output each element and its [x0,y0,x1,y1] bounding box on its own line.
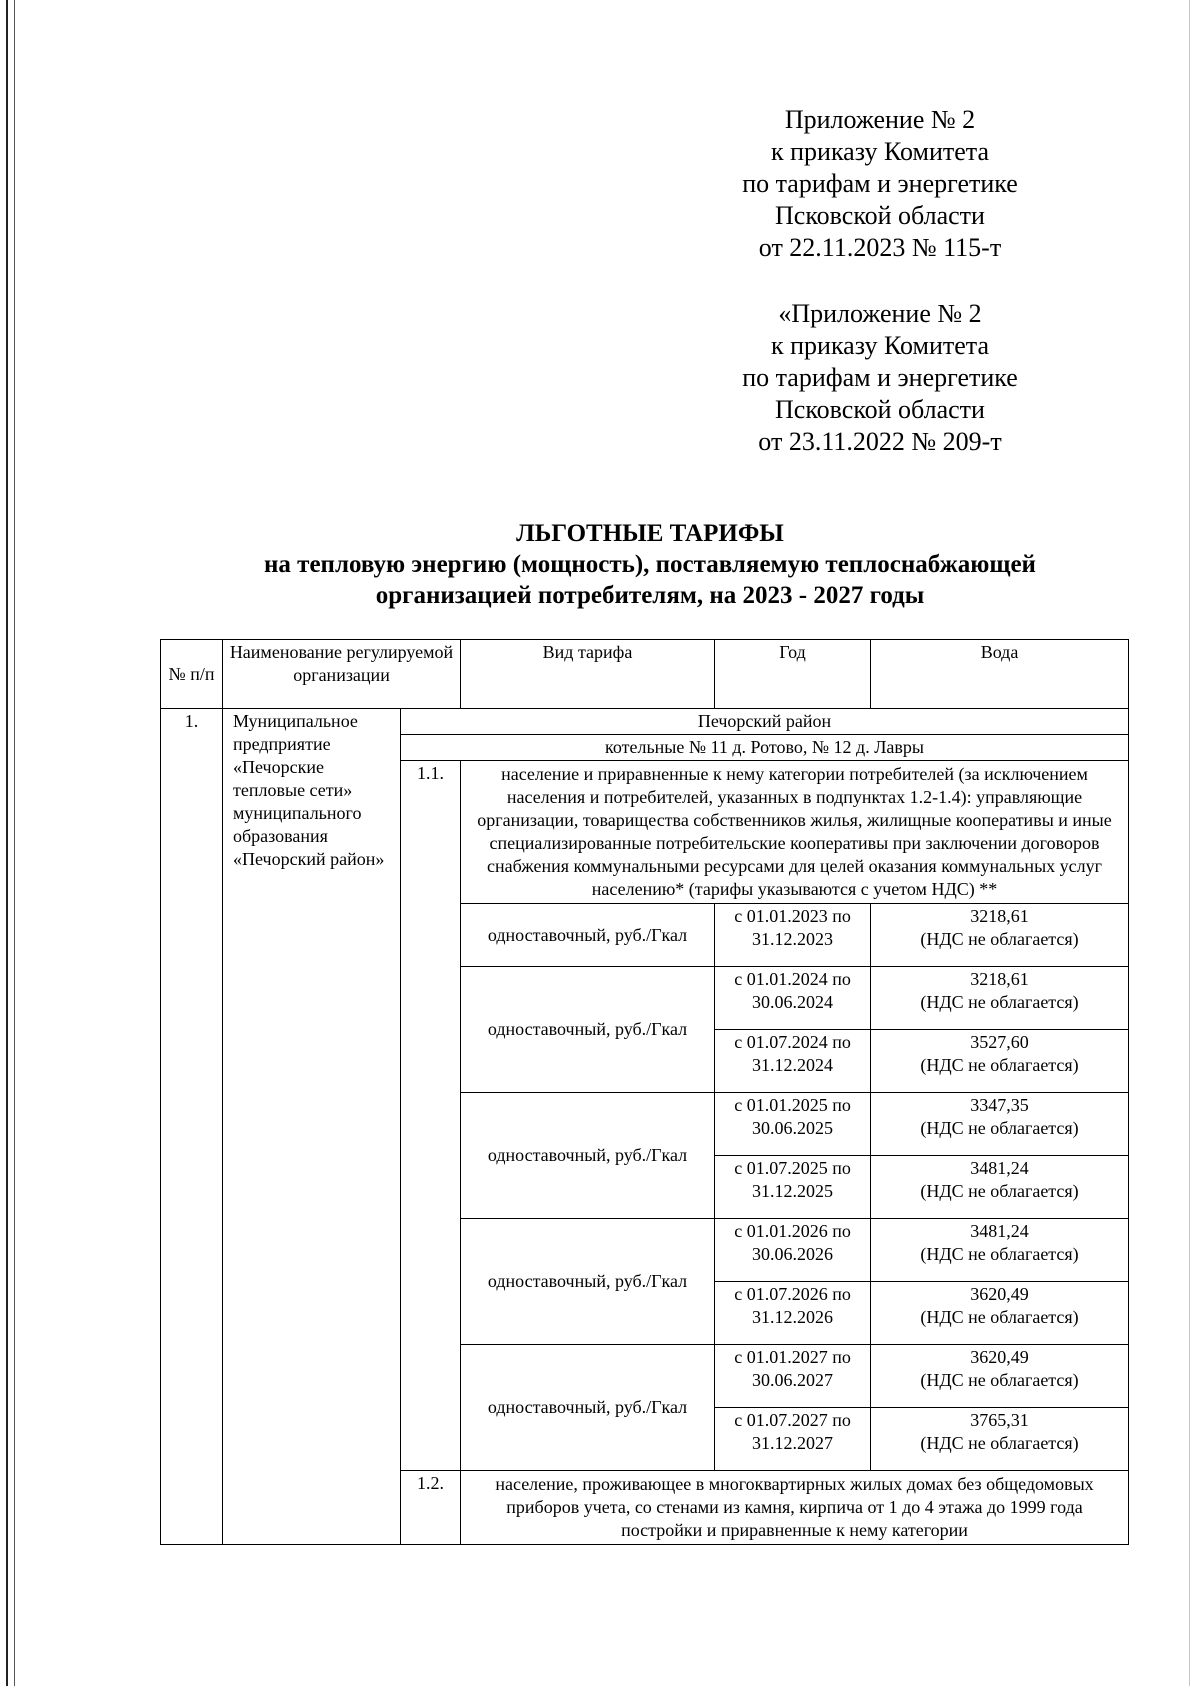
boilers-label: котельные № 11 д. Ротово, № 12 д. Лавры [401,735,1129,761]
rate-value-cell [871,1030,1129,1093]
appendix-line: к приказу Комитета [770,137,989,166]
vat-note: (НДС не облагается) [920,1055,1079,1075]
rate-value-cell [871,1219,1129,1282]
rate-value: 3481,24 [970,1221,1029,1241]
table-row [161,709,1129,735]
tariff-table [160,639,1129,1545]
subsection-description: население, проживающее в многоквартирных жилых домах без общедомовых приборов учета, со стенами из камня, кирпича от 1 до 4 этажа до 1999 года постройки и приравненные к нему категории [461,1471,1129,1545]
vat-note: (НДС не облагается) [920,992,1079,1012]
scan-edge [1189,0,1190,1686]
scan-edge [6,0,8,1686]
period-cell: с 01.01.2024 по 30.06.2024 [715,967,871,1030]
rate-value: 3620,49 [970,1284,1029,1304]
appendix-line: по тарифам и энергетике [742,169,1018,198]
appendix-previous-header [700,298,1060,458]
appendix-line: от 23.11.2022 № 209-т [758,427,1002,456]
appendix-line: Псковской области [775,201,985,230]
table-header-row [161,640,1129,709]
document-title [160,518,1140,611]
rate-value: 3218,61 [970,969,1029,989]
rate-value-cell [871,1282,1129,1345]
rate-value-cell [871,904,1129,967]
period-cell: с 01.07.2027 по 31.12.2027 [715,1408,871,1471]
period-cell: с 01.07.2025 по 31.12.2025 [715,1156,871,1219]
tariff-type-cell: одноставочный, руб./Гкал [461,967,715,1093]
rate-value-cell [871,967,1129,1030]
header-water: Вода [871,640,1129,709]
title-line-2: на тепловую энергию (мощность), поставляемую теплоснабжающей [264,551,1036,578]
appendix-line: к приказу Комитета [770,331,989,360]
appendix-line: по тарифам и энергетике [742,363,1018,392]
rate-value: 3527,60 [970,1032,1029,1052]
appendix-line: «Приложение № 2 [778,299,982,328]
appendix-line: Псковской области [775,395,985,424]
vat-note: (НДС не облагается) [920,929,1079,949]
tariff-type-cell: одноставочный, руб./Гкал [461,1345,715,1471]
subsection-number: 1.1. [401,761,461,1471]
title-line-1: ЛЬГОТНЫЕ ТАРИФЫ [516,520,784,547]
subsection-number: 1.2. [401,1471,461,1545]
rate-value-cell [871,1408,1129,1471]
rate-value-cell [871,1093,1129,1156]
rate-value-cell [871,1156,1129,1219]
vat-note: (НДС не облагается) [920,1244,1079,1264]
rate-value: 3347,35 [970,1095,1029,1115]
tariff-type-cell: одноставочный, руб./Гкал [461,1219,715,1345]
period-cell: с 01.01.2025 по 30.06.2025 [715,1093,871,1156]
period-cell: с 01.01.2026 по 30.06.2026 [715,1219,871,1282]
header-num: № п/п [161,640,223,709]
header-org: Наименование регулируемой организации [223,640,461,709]
organization-name: Муниципальное предприятие «Печорские тепловые сети» муниципального образования «Печорский район» [223,709,401,1545]
appendix-current-header [700,104,1060,264]
vat-note: (НДС не облагается) [920,1307,1079,1327]
title-line-3: организацией потребителям, на 2023 - 2027 годы [375,582,925,609]
subsection-description: население и приравненные к нему категории потребителей (за исключением населения и потребителей, указанных в подпунктах 1.2-1.4): управляющие организации, товарищества собственников жилья, жилищные кооперативы и иные специализированные потребительские кооперативы при заключении договоров снабжения коммунальными ресурсами для целей оказания коммунальных услуг населению* (тарифы указываются с учетом НДС) ** [461,761,1129,904]
tariff-type-cell: одноставочный, руб./Гкал [461,904,715,967]
rate-value: 3481,24 [970,1158,1029,1178]
appendix-line: от 22.11.2023 № 115-т [758,233,1002,262]
vat-note: (НДС не облагается) [920,1181,1079,1201]
vat-note: (НДС не облагается) [920,1118,1079,1138]
rate-value-cell [871,1345,1129,1408]
row-number: 1. [161,709,223,1545]
scan-edge [14,0,15,1686]
vat-note: (НДС не облагается) [920,1433,1079,1453]
rate-value: 3620,49 [970,1347,1029,1367]
period-cell: с 01.07.2026 по 31.12.2026 [715,1282,871,1345]
period-cell: с 01.07.2024 по 31.12.2024 [715,1030,871,1093]
vat-note: (НДС не облагается) [920,1370,1079,1390]
rate-value: 3765,31 [970,1410,1029,1430]
district-label: Печорский район [401,709,1129,735]
period-cell: с 01.01.2023 по 31.12.2023 [715,904,871,967]
tariff-type-cell: одноставочный, руб./Гкал [461,1093,715,1219]
header-year: Год [715,640,871,709]
period-cell: с 01.01.2027 по 30.06.2027 [715,1345,871,1408]
rate-value: 3218,61 [970,906,1029,926]
header-tariff-type: Вид тарифа [461,640,715,709]
appendix-line: Приложение № 2 [784,105,976,134]
